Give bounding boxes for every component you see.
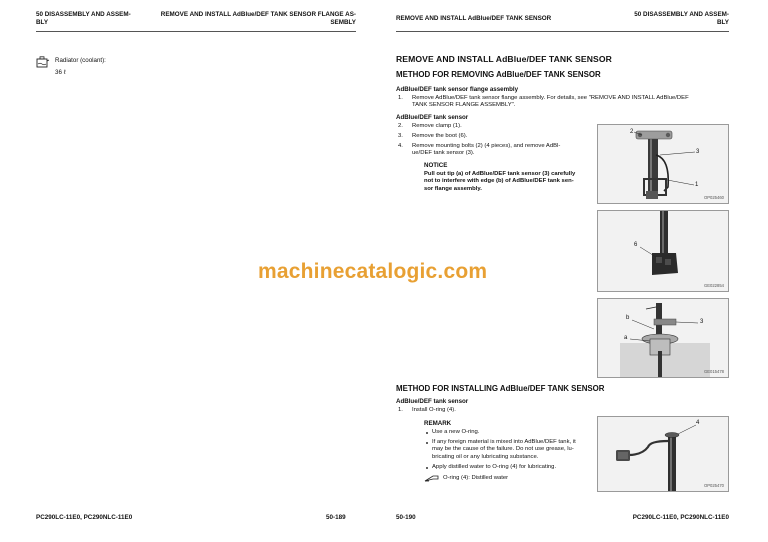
- removing-step-3: Remove the boot (6).: [412, 133, 468, 139]
- figure-sensor-flange-edge: [597, 298, 729, 378]
- notice-text: Pull out tip (a) of AdBlue/DEF tank sensor (3) carefully not to interfere with edge (b) of AdBlue/DEF tank sen- sor flange assembly.: [424, 171, 576, 192]
- left-footer-model: PC290LC-11E0, PC290NLC-11E0: [36, 514, 133, 521]
- remark-title: REMARK: [424, 420, 452, 427]
- figure-sensor-clamp-bolts: [597, 124, 729, 204]
- bullet-dot: [426, 442, 428, 444]
- watermark-text: machinecatalogic.com: [258, 260, 488, 283]
- step-number: 3.: [398, 133, 403, 139]
- step-number: 2.: [398, 123, 403, 129]
- right-footer-page-number: 50-190: [396, 514, 416, 521]
- removing-subheading-flange: AdBlue/DEF tank sensor flange assembly: [396, 86, 519, 93]
- remark-bullet-2: If any foreign material is mixed into AdBlue/DEF tank, it may be the cause of the failure. Do not use grease, lu- bricating oil or any lubricating substance.: [432, 439, 576, 460]
- figure-label: 1: [695, 182, 699, 188]
- figure-label: 4: [696, 420, 700, 426]
- coolant-capacity-icon: [36, 56, 50, 68]
- removing-step-1: Remove AdBlue/DEF tank sensor flange assembly. For details, see "REMOVE AND INSTALL AdBlue/DEF TANK SENSOR FLANGE ASSEMBLY".: [412, 95, 689, 109]
- coolant-label: Radiator (coolant):: [55, 57, 106, 64]
- installing-step-1: Install O-ring (4).: [412, 407, 456, 413]
- right-header-section: 50 DISASSEMBLY AND ASSEM- BLY: [634, 11, 729, 26]
- left-header-rule: [36, 31, 356, 32]
- right-header-title: REMOVE AND INSTALL AdBlue/DEF TANK SENSOR: [396, 15, 552, 22]
- page-title: REMOVE AND INSTALL AdBlue/DEF TANK SENSOR: [396, 54, 612, 64]
- oring-illustration: [598, 417, 729, 492]
- removing-subheading-sensor: AdBlue/DEF tank sensor: [396, 114, 469, 121]
- figure-label: a: [624, 335, 628, 341]
- coolant-value: 36 ℓ: [55, 69, 66, 76]
- step-number: 1.: [398, 407, 403, 413]
- removing-heading: METHOD FOR REMOVING AdBlue/DEF TANK SENSOR: [396, 70, 601, 79]
- oring-lubricant-note: O-ring (4): Distilled water: [443, 475, 509, 481]
- remark-bullet-3: Apply distilled water to O-ring (4) for lubricating.: [432, 464, 557, 470]
- lubricant-apply-icon: [424, 474, 440, 483]
- left-header-section: 50 DISASSEMBLY AND ASSEM- BLY: [36, 11, 131, 26]
- right-footer-model: PC290LC-11E0, PC290NLC-11E0: [632, 514, 729, 521]
- figure-label: 3: [700, 319, 704, 325]
- figure-label: 3: [696, 149, 700, 155]
- figure-code: OP025470: [703, 483, 724, 488]
- bullet-dot: [426, 432, 428, 434]
- removing-step-2: Remove clamp (1).: [412, 123, 462, 129]
- notice-title: NOTICE: [424, 162, 448, 169]
- figure-label: 2: [630, 129, 634, 135]
- figure-code: GE015478: [703, 369, 724, 374]
- left-header-title: REMOVE AND INSTALL AdBlue/DEF TANK SENSOR FLANGE AS- SEMBLY: [160, 11, 356, 26]
- figure-boot: [597, 210, 729, 292]
- left-footer-page-number: 50-189: [326, 514, 346, 521]
- figure-oring: [597, 416, 729, 492]
- right-header-rule: [396, 31, 729, 32]
- step-number: 1.: [398, 95, 403, 101]
- sensor-assembly-illustration: [598, 125, 729, 204]
- figure-label: 6: [634, 242, 638, 248]
- figure-code: GE022854: [703, 283, 724, 288]
- removing-step-4: Remove mounting bolts (2) (4 pieces), and remove AdBl- ue/DEF tank sensor (3).: [412, 143, 561, 157]
- installing-subheading: AdBlue/DEF tank sensor: [396, 398, 469, 405]
- step-number: 4.: [398, 143, 403, 149]
- bullet-dot: [426, 467, 428, 469]
- remark-bullet-1: Use a new O-ring.: [432, 429, 480, 435]
- installing-heading: METHOD FOR INSTALLING AdBlue/DEF TANK SENSOR: [396, 384, 605, 393]
- flange-illustration: [598, 299, 729, 378]
- figure-code: OP025460: [703, 195, 724, 200]
- figure-label: b: [626, 315, 630, 321]
- boot-illustration: [598, 211, 729, 292]
